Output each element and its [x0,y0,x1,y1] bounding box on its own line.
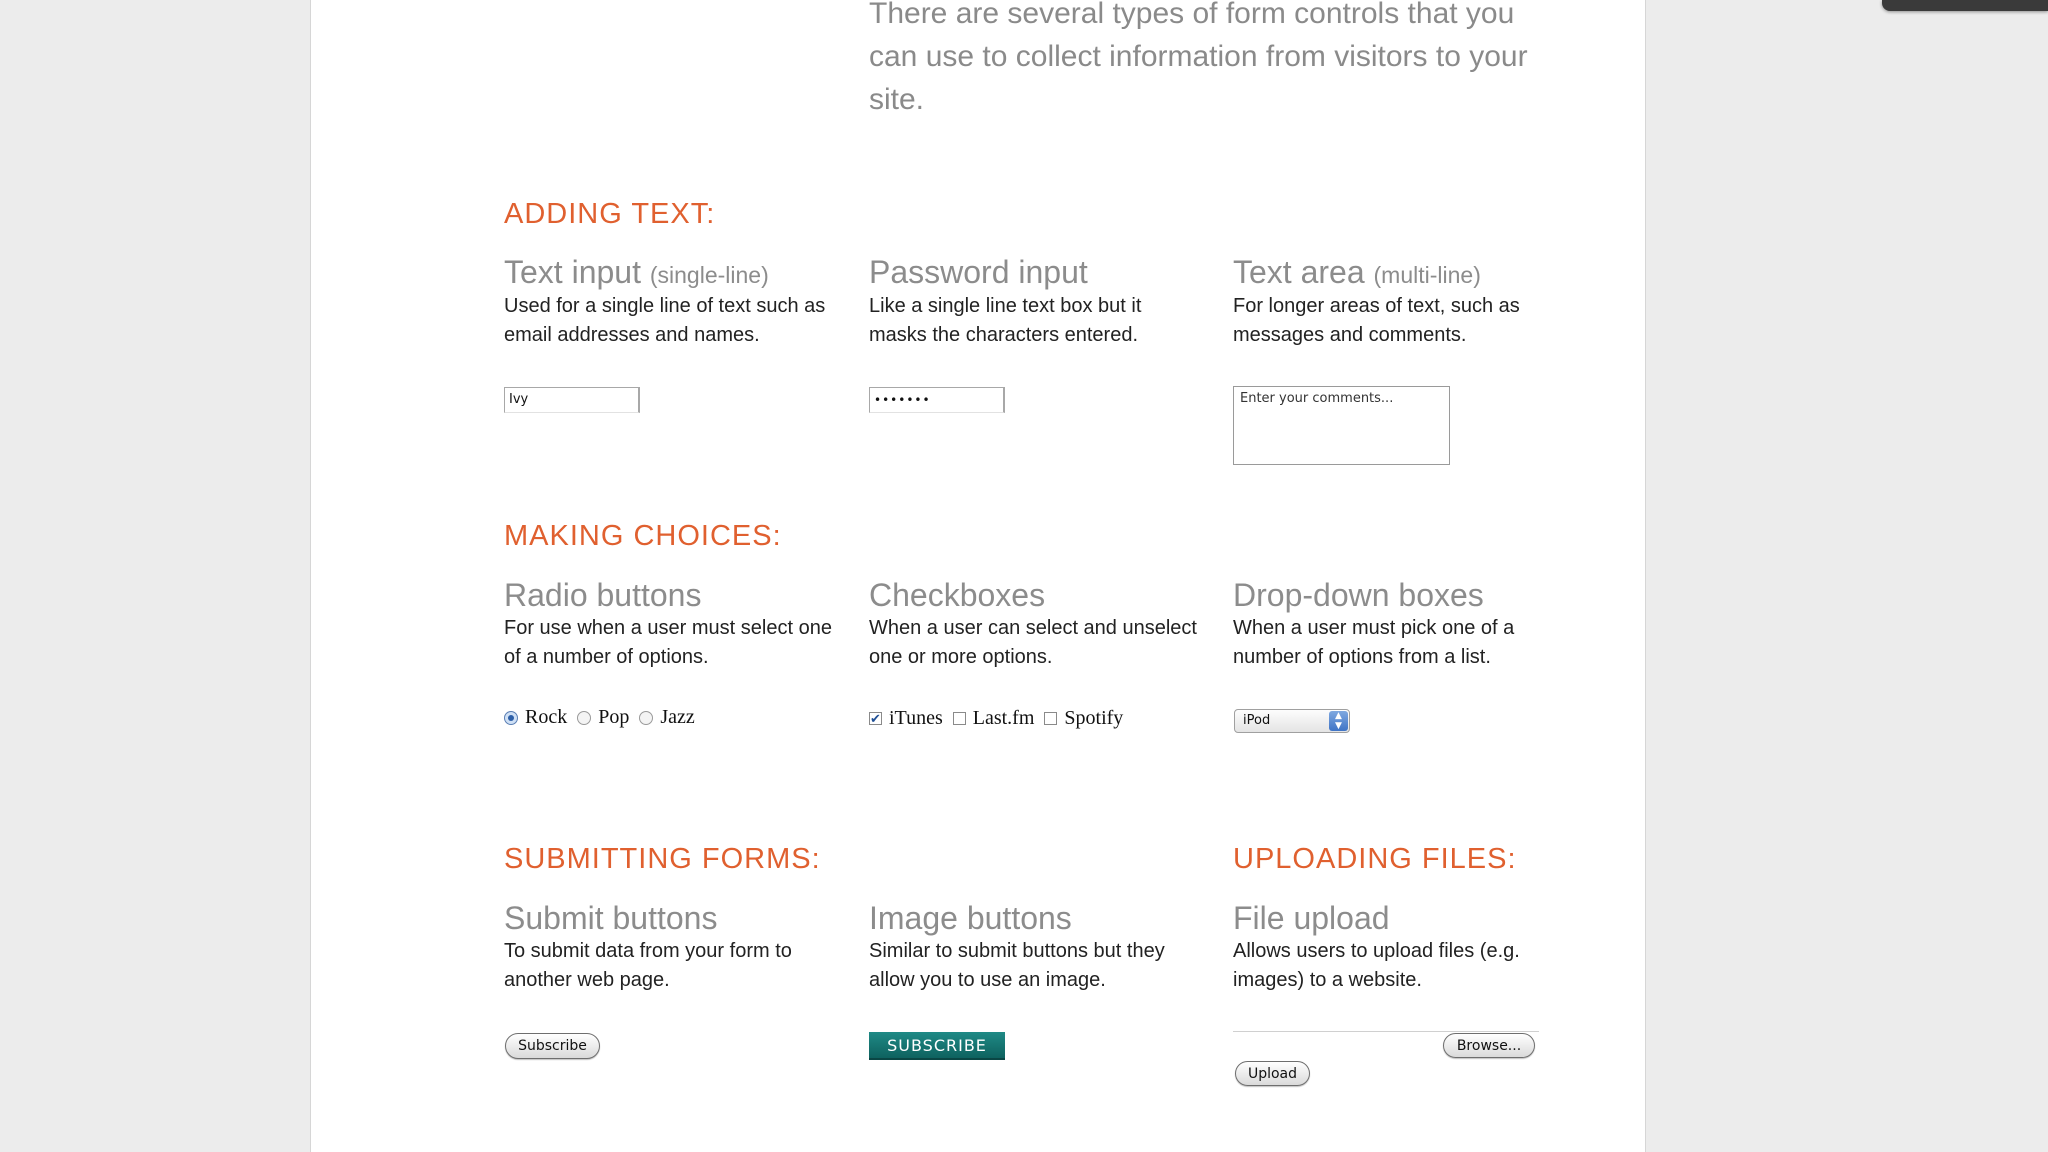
checkbox-option-itunes[interactable] [869,707,943,730]
checkbox-option-spotify[interactable] [1044,707,1123,730]
upload-button[interactable]: Upload [1235,1061,1310,1086]
device-select[interactable] [1234,709,1350,733]
submit-buttons-title: Submit buttons [504,900,718,936]
checkbox-lastfm[interactable] [953,712,966,725]
radio-jazz[interactable] [639,711,653,725]
subscribe-image-button[interactable]: SUBSCRIBE [869,1032,1005,1060]
radio-label-jazz: Jazz [660,706,695,728]
checkbox-label-itunes: iTunes [889,707,943,729]
text-input-description: Used for a single line of text such as email addresses and names. [504,295,826,346]
radio-label-pop: Pop [598,706,630,728]
section-heading-making-choices: MAKING CHOICES: [504,520,782,552]
password-input-field[interactable]: ••••••• [869,387,1005,413]
section-heading-adding-text: ADDING TEXT: [504,198,716,230]
radio-pop[interactable] [577,711,591,725]
browser-overlay-bar [1882,0,2048,11]
comments-textarea[interactable]: Enter your comments... [1233,386,1450,465]
checkbox-label-lastfm: Last.fm [972,707,1035,729]
text-area-description: For longer areas of text, such as messages and comments. [1233,295,1520,346]
subscribe-submit-button[interactable]: Subscribe [505,1033,600,1059]
radio-buttons-description: For use when a user must select one of a number of options. [504,617,832,668]
select-arrows-icon: ▲ ▼ [1329,711,1348,731]
text-area-title-sub: (multi-line) [1373,262,1481,288]
radio-buttons-title: Radio buttons [504,577,702,613]
image-buttons-description: Similar to submit buttons but they allow you to use an image. [869,940,1165,991]
section-heading-submitting-forms: SUBMITTING FORMS: [504,843,821,875]
text-input-field[interactable]: Ivy [504,387,640,413]
radio-option-pop[interactable] [577,706,629,729]
password-input-title: Password input [869,254,1088,290]
text-area-title-main: Text area [1233,254,1365,290]
file-upload-title: File upload [1233,900,1390,936]
image-buttons-title: Image buttons [869,900,1072,936]
file-upload-description: Allows users to upload files (e.g. images) to a website. [1233,940,1520,991]
text-area-title [1233,254,1481,291]
text-input-title-main: Text input [504,254,641,290]
section-heading-uploading-files: UPLOADING FILES: [1233,843,1517,875]
radio-group [504,706,705,729]
password-input-description: Like a single line text box but it masks the characters entered. [869,295,1142,346]
submit-buttons-description: To submit data from your form to another web page. [504,940,792,991]
radio-rock[interactable] [504,711,518,725]
checkbox-spotify[interactable] [1044,712,1057,725]
radio-option-rock[interactable] [504,706,567,729]
checkbox-group [869,707,1133,730]
intro-text: There are several types of form controls that you can use to collect information from visitors to your site. [869,0,1528,116]
browse-button[interactable]: Browse... [1443,1033,1535,1058]
checkboxes-description: When a user can select and unselect one or more options. [869,617,1197,668]
text-input-title [504,254,769,291]
device-select-value: iPod [1243,713,1271,728]
dropdown-title: Drop-down boxes [1233,577,1484,613]
checkbox-label-spotify: Spotify [1064,707,1124,729]
text-input-title-sub: (single-line) [649,262,769,288]
dropdown-description: When a user must pick one of a number of options from a list. [1233,617,1515,668]
checkbox-option-lastfm[interactable] [953,707,1035,730]
checkbox-itunes[interactable]: ✔ [870,711,881,726]
radio-option-jazz[interactable] [639,706,694,729]
radio-label-rock: Rock [525,706,568,728]
checkboxes-title: Checkboxes [869,577,1046,613]
